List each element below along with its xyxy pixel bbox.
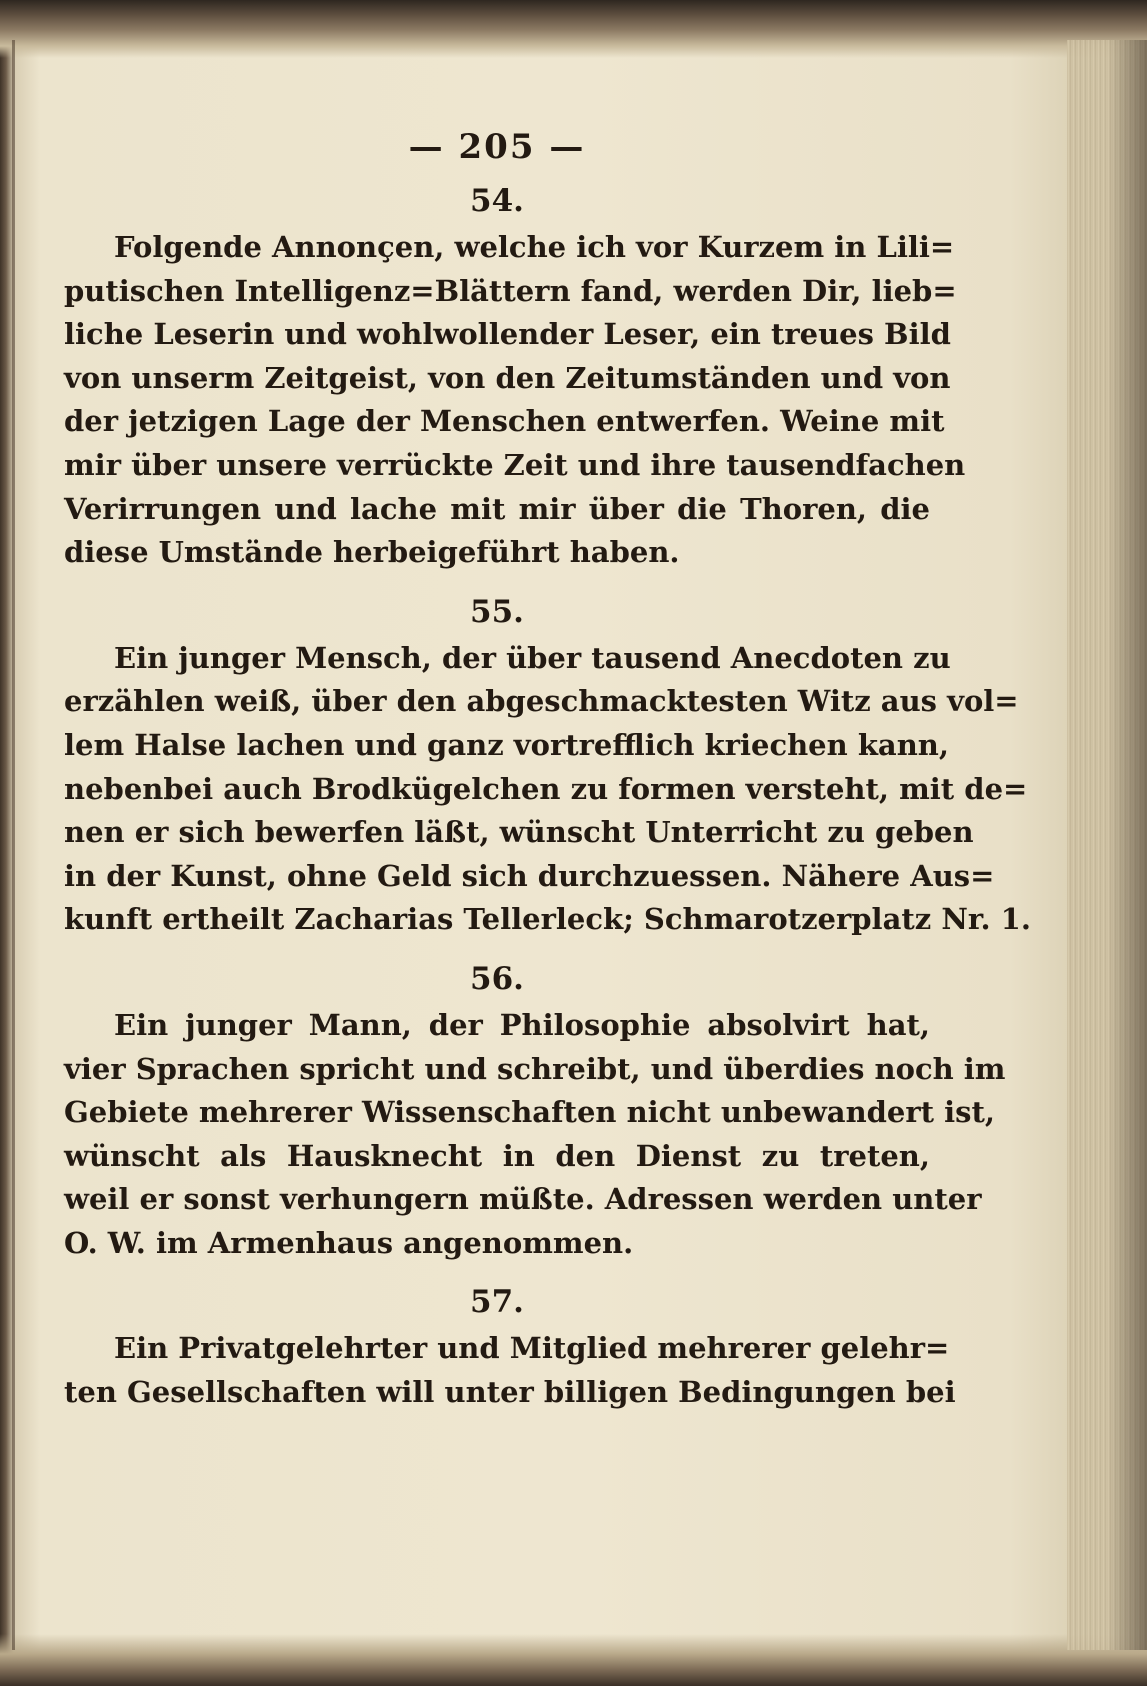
text-line: Ein junger Mann, der Philosophie absolvirt hat, <box>114 1007 930 1042</box>
text-line: diese Umstände herbeigeführt haben. <box>64 535 680 570</box>
section-57 <box>64 1277 956 1414</box>
text-line: der jetzigen Lage der Menschen entwerfen. Weine mit <box>64 404 945 439</box>
section-number: 56. <box>470 960 524 997</box>
page-stack-shadow <box>1107 40 1147 1650</box>
page-top-edge <box>0 0 1147 58</box>
section-number: 54. <box>470 183 524 219</box>
book-spine-shadow <box>12 40 15 1650</box>
page-number: — 205 — <box>408 127 586 167</box>
section-54 <box>64 176 966 575</box>
section-number: 57. <box>470 1284 524 1321</box>
text-line: mir über unsere verrückte Zeit und ihre tausendfachen <box>64 447 966 482</box>
section-55 <box>64 587 1031 942</box>
section-56 <box>64 954 1006 1266</box>
text-line: Gebiete mehrerer Wissenschaften nicht unbewandert ist, <box>64 1095 995 1130</box>
text-line: Folgende Annonçen, welche ich vor Kurzem in Lili= <box>114 230 955 264</box>
text-line: nen er sich bewerfen läßt, wünscht Unterricht zu geben <box>64 815 974 850</box>
text-line: ten Gesellschaften will unter billigen Bedingungen bei <box>64 1375 956 1410</box>
paragraph <box>64 226 966 575</box>
text-line: putischen Intelligenz=Blättern fand, werden Dir, lieb= <box>64 273 957 308</box>
text-line: erzählen weiß, über den abgeschmacktesten Witz aus vol= <box>64 684 1019 719</box>
text-line: wünscht als Hausknecht in den Dienst zu treten, <box>64 1138 930 1173</box>
text-line: vier Sprachen spricht und schreibt, und überdies noch im <box>64 1051 1006 1086</box>
text-line: Verirrungen und lache mit mir über die Thoren, die <box>64 491 930 526</box>
text-line: O. W. im Armenhaus angenommen. <box>64 1225 634 1260</box>
section-number: 55. <box>470 593 524 630</box>
paragraph <box>64 637 1031 942</box>
text-line: lem Halse lachen und ganz vortrefflich kriechen kann, <box>64 727 949 762</box>
text-line: in der Kunst, ohne Geld sich durchzuessen. Nähere Aus= <box>64 858 995 893</box>
paragraph <box>64 1004 1006 1266</box>
text-line: Ein Privatgelehrter und Mitglied mehrerer gelehr= <box>114 1331 950 1366</box>
paragraph <box>64 1327 956 1414</box>
text-line: Ein junger Mensch, der über tausend Anecdoten zu <box>114 640 951 675</box>
text-line: liche Leserin und wohlwollender Leser, ein treues Bild <box>64 317 951 352</box>
page-bottom-edge <box>0 1634 1147 1686</box>
text-line: weil er sonst verhungern müßte. Adressen werden unter <box>64 1182 982 1217</box>
text-line: nebenbei auch Brodkügelchen zu formen versteht, mit de= <box>64 771 1028 806</box>
text-block <box>64 118 1031 1415</box>
text-line: von unserm Zeitgeist, von den Zeitumständen und von <box>64 360 951 395</box>
text-line: kunft ertheilt Zacharias Tellerleck; Schmarotzerplatz Nr. 1. <box>64 902 1031 937</box>
